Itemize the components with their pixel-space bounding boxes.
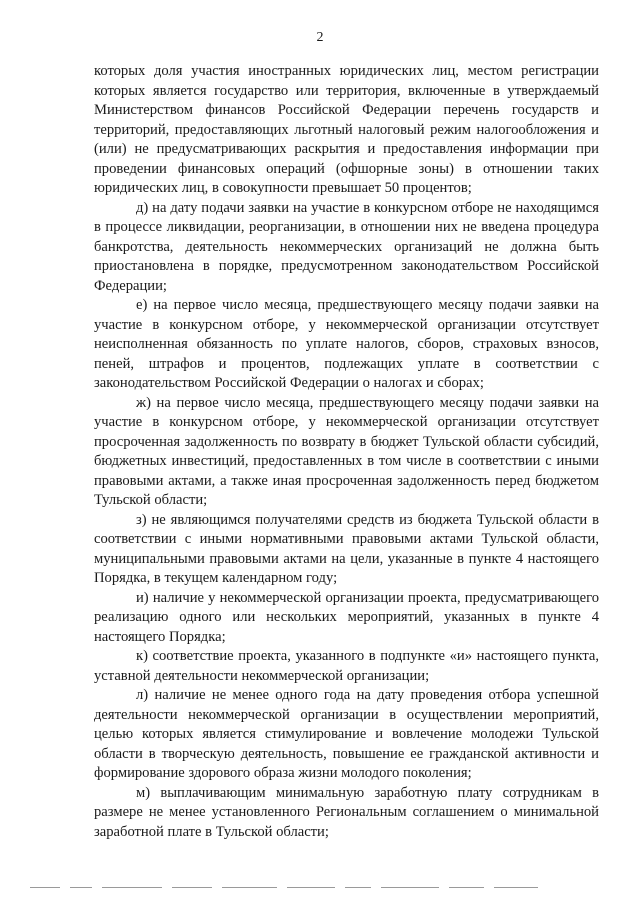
paragraph: е) на первое число месяца, предшествующего месяцу подачи заявки на участие в конкурсном отборе, у некоммерческой организации отсутствует неисполненная обязанность по уплате налогов, сборов, страховых взносов, пеней, штрафов и процентов, подлежащих уплате в соответствии с законодательством Российской Федерации о налогах и сборах; (94, 297, 599, 391)
scan-artifact-line (30, 884, 630, 890)
page-number: 2 (316, 30, 324, 45)
paragraph: з) не являющимся получателями средств из бюджета Тульской области в соответствии с иными нормативными правовыми актами Тульской области, муниципальными правовыми актами на цели, указанные в пункте 4 настоящего Порядка, в текущем календарном году; (94, 511, 599, 586)
paragraph: и) наличие у некоммерческой организации проекта, предусматривающего реализацию одного или нескольких мероприятий, указанных в пункте 4 настоящего Порядка; (94, 589, 599, 645)
paragraph: м) выплачивающим минимальную заработную плату сотрудникам в размере не менее установленного Региональным соглашением о минимальной заработной плате в Тульской области; (94, 784, 599, 840)
paragraph: ж) на первое число месяца, предшествующего месяцу подачи заявки на участие в конкурсном отборе, у некоммерческой организации отсутствует просроченная задолженность по возврату в бюджет Тульской области субсидий, бюджетных инвестиций, предоставленных в том числе в соответствии с иными правовыми актами, а также иная просроченная задолженность перед бюджетом Тульской области; (94, 394, 599, 508)
paragraph: которых доля участия иностранных юридических лиц, местом регистрации которых является государство или территория, включенные в утверждаемый Министерством финансов Российской Федерации перечень государств и территорий, предоставляющих льготный налоговый режим налогообложения и (или) не предусматривающих раскрытия и предоставления информации при проведении финансовых операций (офшорные зоны) в отношении таких юридических лиц, в совокупности превышает 50 процентов; (94, 63, 599, 196)
paragraph: к) соответствие проекта, указанного в подпункте «и» настоящего пункта, уставной деятельности некоммерческой организации; (94, 648, 599, 684)
paragraph: д) на дату подачи заявки на участие в конкурсном отборе не находящимся в процессе ликвидации, реорганизации, в отношении них не введена процедура банкротства, деятельность некоммерческих организаций не должна быть приостановлена в порядке, предусмотренном законодательством Российской Федерации; (94, 199, 599, 294)
paragraph: л) наличие не менее одного года на дату проведения отбора успешной деятельности некоммерческой организации в осуществлении мероприятий, целью которых является стимулирование и вовлечение молодежи Тульской области в творческую деятельность, повышение ее гражданской активности и формирование здорового образа жизни молодого поколения; (94, 687, 599, 781)
document-body (94, 62, 599, 842)
